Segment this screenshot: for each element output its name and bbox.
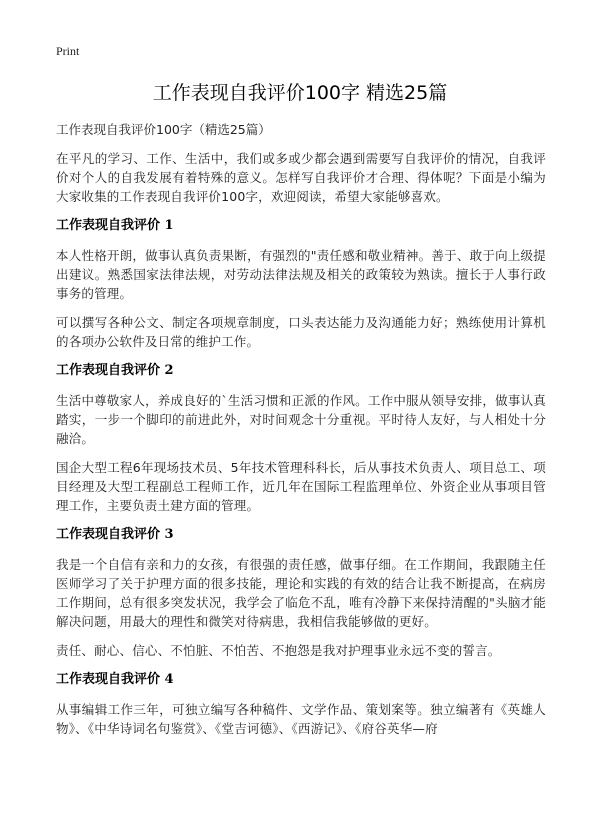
section-paragraph: 我是一个自信有亲和力的女孩，有很强的责任感，做事仔细。在工作期间，我跟随主任医师学习了关于护理方面的很多技能，理论和实践的有效的结合让我不断提高，在病房工作期间，总有很多突发状况，我学会了临危不乱，唯有冷静下来保持清醒的"头脑才能解决问题，用最大的理性和微笑对待病患，我相信我能够做的更好。: [56, 557, 546, 629]
section-paragraph: 国企大型工程6年现场技术员、5年技术管理科科长，后从事技术负责人、项目总工、项目经理及大型工程副总工程师工作，近几年在国际工程监理单位、外资企业从事项目管理工作，主要负责土建方面的管理。: [56, 460, 546, 513]
section-paragraph: 责任、耐心、信心、不怕脏、不怕苦、不抱怨是我对护理事业永远不变的誓言。: [56, 643, 501, 658]
document-title: 工作表现自我评价100字 精选25篇: [152, 82, 448, 104]
section-heading: 工作表现自我评价 4: [56, 672, 174, 687]
document-body: [56, 120, 546, 748]
section-paragraph: 生活中尊敬家人，养成良好的`生活习惯和正派的作风。工作中服从领导安排，做事认真踏实，一步一个脚印的前进此外，对时间观念十分重视。平时待人友好，与人相处十分融洽。: [56, 393, 546, 446]
section-heading: 工作表现自我评价 2: [56, 363, 174, 378]
section-4: [56, 670, 546, 738]
section-3: [56, 525, 546, 660]
section-paragraph: 可以撰写各种公文、制定各项规章制度，口头表达能力及沟通能力好；熟练使用计算机的各项办公软件及日常的维护工作。: [56, 315, 546, 349]
intro-paragraph: 在平凡的学习、工作、生活中，我们或多或少都会遇到需要写自我评价的情况，自我评价对个人的自我发展有着特殊的意义。怎样写自我评价才合理、得体呢？下面是小编为大家收集的工作表现自我评价100字，欢迎阅读，希望大家能够喜欢。: [56, 151, 546, 204]
section-heading: 工作表现自我评价 3: [56, 527, 174, 542]
document-subtitle: 工作表现自我评价100字（精选25篇）: [56, 122, 271, 137]
section-1: [56, 216, 546, 351]
section-paragraph: 本人性格开朗，做事认真负责果断，有强烈的"责任感和敬业精神。善于、敢于向上级提出建议。熟悉国家法律法规，对劳动法律法规及相关的政策较为熟读。擅长于人事行政事务的管理。: [56, 248, 546, 301]
print-label: Print: [56, 44, 80, 58]
section-paragraph: 从事编辑工作三年，可独立编写各种稿件、文学作品、策划案等。独立编著有《英雄人物》、《中华诗词名句鉴赏》、《堂吉诃德》、《西游记》、《府谷英华—府: [56, 702, 546, 736]
section-2: [56, 361, 546, 515]
section-heading: 工作表现自我评价 1: [56, 218, 174, 233]
